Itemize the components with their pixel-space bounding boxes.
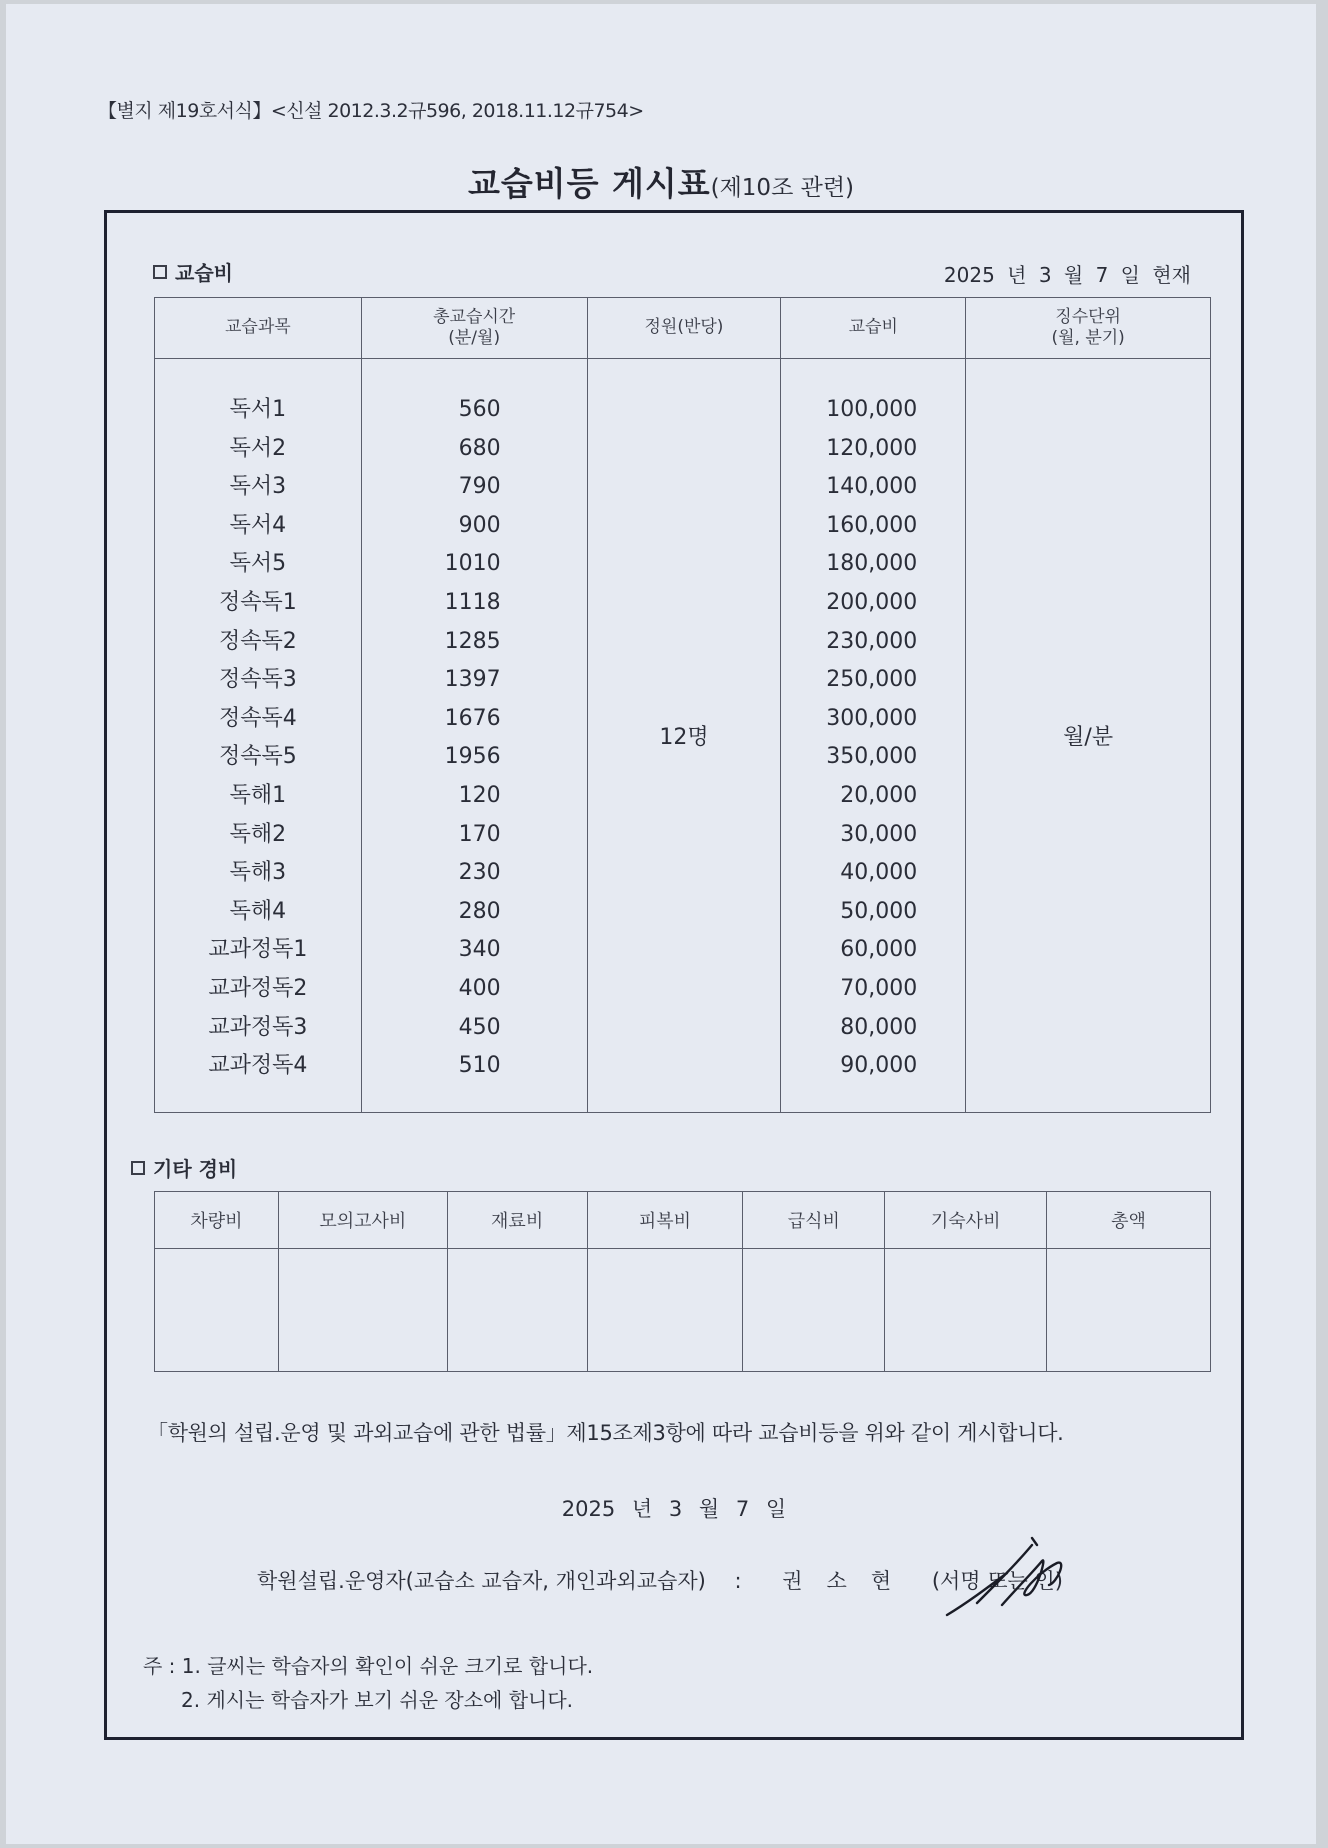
note-1-text: 1. 글씨는 학습자의 확인이 쉬운 크기로 합니다. [181,1654,594,1678]
fee-column [781,359,966,1113]
row-fee: 300,000 [826,705,918,731]
other-value-cell [885,1249,1047,1372]
row-hours: 230 [458,860,501,886]
row-hours: 1285 [444,628,501,654]
row-subject: 교과정독2 [208,975,308,1001]
tuition-section-label [153,257,233,286]
other-header-cell: 피복비 [587,1192,743,1249]
row-hours: 680 [458,435,501,461]
signing-date: 2025 년 3 월 7 일 [561,1497,787,1521]
notes [143,1649,593,1717]
row-subject: 정속독1 [218,589,297,615]
other-value-cell [1047,1249,1211,1372]
row-subject: 독서1 [229,397,287,422]
row-subject: 독서5 [229,551,287,577]
row-fee: 180,000 [826,551,918,577]
subject-column [155,359,362,1113]
row-fee: 60,000 [840,937,918,963]
row-hours: 450 [458,1014,501,1040]
as-of-date: 2025 년 3 월 7 일 현재 [943,263,1191,287]
row-fee: 50,000 [840,898,918,924]
row-hours: 510 [458,1053,501,1079]
row-subject: 교과정독3 [208,1014,308,1040]
row-subject: 정속독3 [218,667,297,693]
notes-prefix: 주 : [143,1654,182,1678]
form-frame [104,210,1244,1740]
note-2: 2. 게시는 학습자가 보기 쉬운 장소에 합니다. [181,1688,574,1712]
header-capacity [587,298,781,359]
row-fee: 70,000 [840,975,918,1001]
other-header-cell: 모의고사비 [278,1192,447,1249]
row-hours: 560 [458,397,501,422]
row-hours: 340 [458,937,501,963]
operator-label: 학원설립.운영자(교습소 교습자, 개인과외교습자) [257,1569,706,1593]
row-fee: 100,000 [826,397,918,422]
other-header-cell: 기숙사비 [885,1192,1047,1249]
row-hours: 790 [458,474,501,500]
other-value-cell [743,1249,885,1372]
row-subject: 독서3 [229,474,287,500]
row-subject: 독해3 [229,860,287,886]
other-section-title: 기타 경비 [153,1157,238,1181]
header-hours [361,298,587,359]
tuition-body-row [155,359,1211,1113]
row-fee: 80,000 [840,1014,918,1040]
capacity-cell: 12명 [587,359,781,1113]
other-header-cell: 차량비 [155,1192,279,1249]
row-hours: 280 [458,898,501,924]
checkbox-icon [131,1161,145,1175]
checkbox-icon [153,265,167,279]
other-header-row [155,1192,1211,1249]
header-unit-line2: (월, 분기) [1051,328,1125,348]
row-fee: 20,000 [840,782,918,808]
row-fee: 200,000 [826,589,918,615]
row-subject: 독해4 [229,898,287,924]
title-sub: (제10조 관련) [710,175,855,201]
header-hours-line1: 총교습시간 [433,306,516,327]
operator-name: 권소현 [782,1569,916,1593]
row-fee: 40,000 [840,860,918,886]
tuition-section-title: 교습비 [175,261,233,285]
header-fee [781,298,966,359]
form-reference: 【별지 제19호서식】<신설 2012.3.2규596, 2018.11.12규754> [98,100,644,122]
sign-note: (서명 또는 인) [931,1569,1063,1593]
hours-column [361,359,587,1113]
row-fee: 30,000 [840,821,918,847]
collection-unit-cell: 월/분 [966,359,1211,1113]
row-hours: 900 [458,512,501,538]
other-expenses-table [154,1191,1211,1372]
other-values-row [155,1249,1211,1372]
header-unit-line1: 징수단위 [1055,306,1121,327]
row-subject: 정속독2 [218,628,297,654]
row-subject: 독해2 [229,821,287,847]
row-subject: 독서2 [229,435,287,461]
document-page [6,4,1316,1844]
header-hours-line2: (분/월) [448,328,501,348]
tuition-table [154,297,1211,1113]
other-value-cell [587,1249,743,1372]
header-capacity-text: 정원(반당) [644,317,724,338]
row-fee: 120,000 [826,435,918,461]
row-hours: 400 [458,975,501,1001]
title-main: 교습비등 게시표 [467,164,711,203]
row-hours: 1397 [444,667,501,693]
row-hours: 1118 [444,589,501,615]
row-subject: 정속독5 [218,744,297,770]
row-fee: 140,000 [826,474,918,500]
header-fee-text: 교습비 [848,317,898,338]
row-subject: 정속독4 [218,705,297,731]
row-hours: 170 [458,821,501,847]
row-subject: 독서4 [229,512,287,538]
handwritten-signature [937,1533,1087,1623]
row-subject: 교과정독1 [208,937,308,963]
row-hours: 1676 [444,705,501,731]
row-fee: 250,000 [826,667,918,693]
other-value-cell [447,1249,587,1372]
note-1 [143,1649,593,1683]
document-title [6,158,1316,205]
other-header-cell: 총액 [1047,1192,1211,1249]
row-hours: 1010 [444,551,501,577]
row-subject: 독해1 [229,782,287,808]
legal-statement: 「학원의 설립.운영 및 과외교습에 관한 법률」제15조제3항에 따라 교습비등을 위와 같이 게시합니다. [147,1421,1064,1445]
other-value-cell [278,1249,447,1372]
row-hours: 120 [458,782,501,808]
row-fee: 90,000 [840,1053,918,1079]
other-header-cell: 급식비 [743,1192,885,1249]
row-subject: 교과정독4 [208,1053,308,1079]
other-value-cell [155,1249,279,1372]
row-fee: 160,000 [826,512,918,538]
other-section-label [131,1153,237,1182]
row-hours: 1956 [444,744,501,770]
header-unit [966,298,1211,359]
other-header-cell: 재료비 [447,1192,587,1249]
header-subject [155,298,362,359]
operator-separator: : [734,1569,742,1593]
tuition-header-row [155,298,1211,359]
header-subject-text: 교습과목 [225,317,291,338]
row-fee: 350,000 [826,744,918,770]
row-fee: 230,000 [826,628,918,654]
